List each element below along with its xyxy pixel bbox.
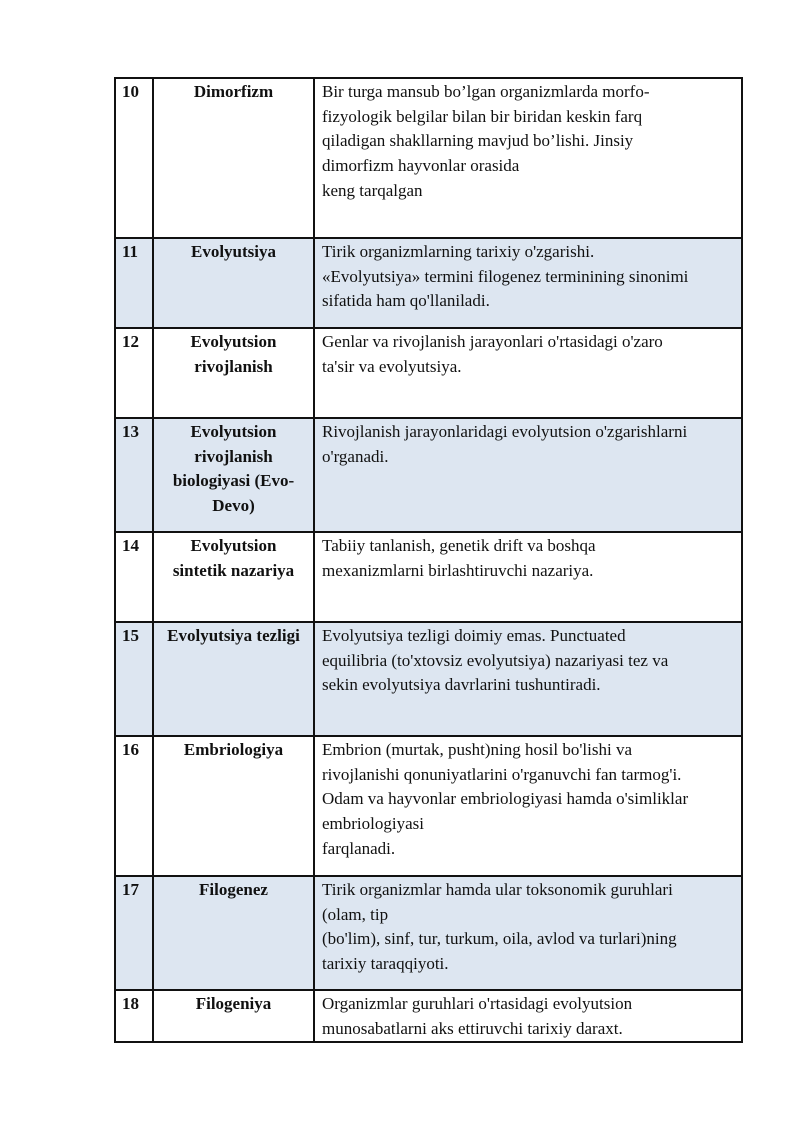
term-cell: [153, 990, 314, 1042]
row-number: 18: [115, 990, 153, 1042]
definition-line: sifatida ham qo'llaniladi.: [322, 291, 490, 311]
row-number: 13: [115, 418, 153, 532]
term-line: Evolyutsion: [190, 536, 277, 555]
definition-line: Genlar va rivojlanish jarayonlari o'rtasidagi o'zaro: [322, 332, 663, 351]
definition-line: Organizmlar guruhlari o'rtasidagi evolyutsion: [322, 994, 633, 1013]
definition-line: tarixiy taraqqiyoti.: [322, 954, 449, 974]
definition-line: Bir turga mansub bo’lgan organizmlarda morfo-: [322, 82, 650, 101]
term-line: Evolyutsion: [190, 332, 277, 351]
definition-line: sekin evolyutsiya davrlarini tushuntiradi.: [322, 675, 601, 695]
table-row: [115, 418, 742, 532]
definition-line: Embrion (murtak, pusht)ning hosil bo'lishi va: [322, 740, 632, 759]
definition-cell: [314, 990, 742, 1042]
table-row: [115, 532, 742, 622]
definition-line: Rivojlanish jarayonlaridagi evolyutsion o'zgarishlarni: [322, 422, 688, 441]
definition-cell: [314, 328, 742, 418]
term-line: Dimorfizm: [193, 82, 274, 101]
table-row: [115, 328, 742, 418]
term-line: Evolyutsiya tezligi: [167, 626, 300, 645]
definition-line: munosabatlarni aks ettiruvchi tarixiy daraxt.: [322, 1018, 623, 1038]
definition-cell: [314, 876, 742, 990]
definition-line: Odam va hayvonlar embriologiyasi hamda o'simliklar: [322, 789, 689, 809]
term-cell: [153, 736, 314, 876]
term-cell: [153, 532, 314, 622]
row-number: 12: [115, 328, 153, 418]
definition-line: Evolyutsiya tezligi doimiy emas. Punctuated: [322, 626, 626, 645]
term-line: Evolyutsiya: [190, 242, 277, 261]
definition-line: (olam, tip: [322, 904, 389, 924]
definition-line: embriologiyasi: [322, 814, 424, 834]
term-line: Embriologiya: [183, 740, 284, 759]
term-cell: [153, 78, 314, 238]
term-line: Evolyutsion: [190, 422, 277, 441]
definition-line: qiladigan shakllarning mavjud bo’lishi. Jinsiy: [322, 131, 634, 151]
term-cell: [153, 876, 314, 990]
term-cell: [153, 418, 314, 532]
term-line: biologiyasi (Evo-: [172, 471, 295, 491]
table-row: [115, 990, 742, 1042]
row-number: 17: [115, 876, 153, 990]
term-cell: [153, 328, 314, 418]
definition-cell: [314, 736, 742, 876]
row-number: 11: [115, 238, 153, 328]
definition-line: keng tarqalgan: [322, 180, 423, 200]
table-row: [115, 876, 742, 990]
table-row: [115, 736, 742, 876]
term-line: rivojlanish: [194, 446, 273, 466]
term-cell: [153, 238, 314, 328]
table-row: [115, 622, 742, 736]
term-line: Devo): [212, 496, 255, 516]
term-line: rivojlanish: [194, 356, 273, 376]
table-row: [115, 78, 742, 238]
row-number: 15: [115, 622, 153, 736]
definition-line: farqlanadi.: [322, 838, 396, 858]
glossary-table: [114, 77, 743, 1043]
definition-line: (bo'lim), sinf, tur, turkum, oila, avlod va turlari)ning: [322, 929, 677, 949]
row-number: 10: [115, 78, 153, 238]
row-number: 14: [115, 532, 153, 622]
definition-line: rivojlanishi qonuniyatlarini o'rganuvchi fan tarmog'i.: [322, 764, 682, 784]
definition-line: Tirik organizmlarning tarixiy o'zgarishi.: [322, 242, 595, 261]
term-line: Filogenez: [199, 880, 268, 899]
glossary-table-body: [115, 78, 742, 1042]
definition-cell: [314, 532, 742, 622]
term-line: Filogeniya: [195, 994, 272, 1013]
definition-line: equilibria (to'xtovsiz evolyutsiya) nazariyasi tez va: [322, 650, 669, 670]
definition-cell: [314, 78, 742, 238]
definition-line: dimorfizm hayvonlar orasida: [322, 156, 520, 176]
definition-cell: [314, 622, 742, 736]
definition-line: fizyologik belgilar bilan bir biridan keskin farq: [322, 106, 643, 126]
term-line: sintetik nazariya: [172, 560, 295, 580]
definition-cell: [314, 238, 742, 328]
table-row: [115, 238, 742, 328]
definition-line: «Evolyutsiya» termini filogenez terminining sinonimi: [322, 266, 689, 286]
definition-cell: [314, 418, 742, 532]
definition-line: Tabiiy tanlanish, genetik drift va boshqa: [322, 536, 596, 555]
term-cell: [153, 622, 314, 736]
definition-line: Tirik organizmlar hamda ular toksonomik guruhlari: [322, 880, 673, 899]
definition-line: mexanizmlarni birlashtiruvchi nazariya.: [322, 560, 594, 580]
definition-line: ta'sir va evolyutsiya.: [322, 356, 462, 376]
definition-line: o'rganadi.: [322, 446, 389, 466]
row-number: 16: [115, 736, 153, 876]
